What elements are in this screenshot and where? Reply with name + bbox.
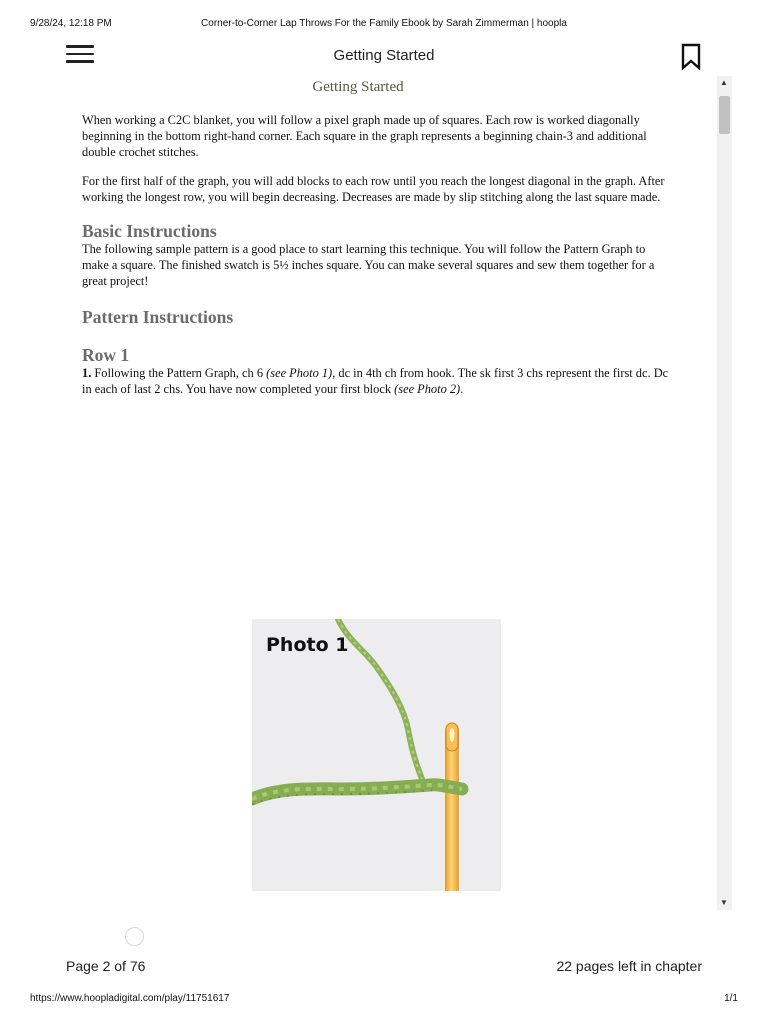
scroll-down-arrow-icon[interactable]: ▼ bbox=[720, 898, 728, 907]
page-indicator: Page 2 of 76 bbox=[66, 958, 146, 974]
heading-row-1: Row 1 bbox=[82, 345, 130, 365]
row1-text-part2: , dc in 4th ch from hook. The sk first 3 chs represent the first dc. Dc in each of last 2 chs. You have now completed your first block bbox=[82, 366, 669, 396]
paragraph-row-1 bbox=[82, 365, 672, 397]
see-photo-2-reference: (see Photo 2) bbox=[394, 382, 461, 396]
print-header bbox=[0, 18, 768, 32]
print-page-title: Corner-to-Corner Lap Throws For the Family Ebook by Sarah Zimmerman | hoopla bbox=[201, 18, 567, 29]
scrollbar-thumb[interactable] bbox=[719, 96, 730, 134]
paragraph-c2c-intro: When working a C2C blanket, you will follow a pixel graph made up of squares. Each row is worked diagonally beginning in the bottom right-hand corner. Each square in the graph represents a beginning chain-3 and additional double crochet stitches. bbox=[82, 113, 647, 159]
section-heading: Getting Started bbox=[312, 79, 404, 95]
heading-basic-instructions: Basic Instructions bbox=[82, 221, 217, 241]
paragraph-basic-instructions: The following sample pattern is a good place to start learning this technique. You will follow the Pattern Graph to make a square. The finished swatch is 5½ inches square. You can make several squares and sew them together for a great project! bbox=[82, 242, 655, 288]
pages-left-in-chapter: 22 pages left in chapter bbox=[556, 958, 702, 974]
see-photo-1-reference: (see Photo 1) bbox=[266, 366, 333, 380]
loading-spinner-icon bbox=[125, 927, 144, 946]
reader-content-area[interactable] bbox=[0, 76, 716, 910]
chapter-text bbox=[82, 112, 672, 410]
vertical-scrollbar[interactable] bbox=[717, 76, 732, 910]
photo-1-label: Photo 1 bbox=[266, 634, 349, 656]
print-page-count: 1/1 bbox=[724, 993, 738, 1004]
step-number: 1. bbox=[82, 366, 92, 380]
row1-text-part1: Following the Pattern Graph, ch 6 bbox=[91, 366, 267, 380]
heading-pattern-instructions: Pattern Instructions bbox=[82, 307, 234, 327]
photo-1-image bbox=[252, 619, 501, 891]
paragraph-graph-halves: For the first half of the graph, you will add blocks to each row until you reach the longest diagonal in the graph. After working the longest row, you will begin decreasing. Decreases are made by slip stitching along the last square made. bbox=[82, 174, 665, 204]
scroll-up-arrow-icon[interactable]: ▲ bbox=[720, 78, 728, 87]
bookmark-icon[interactable] bbox=[680, 43, 702, 71]
row1-text-part3: . bbox=[460, 382, 464, 396]
print-url: https://www.hoopladigital.com/play/11751617 bbox=[30, 993, 230, 1004]
print-datetime: 9/28/24, 12:18 PM bbox=[30, 18, 112, 29]
reader-toolbar bbox=[0, 40, 768, 72]
chapter-title: Getting Started bbox=[333, 47, 435, 64]
